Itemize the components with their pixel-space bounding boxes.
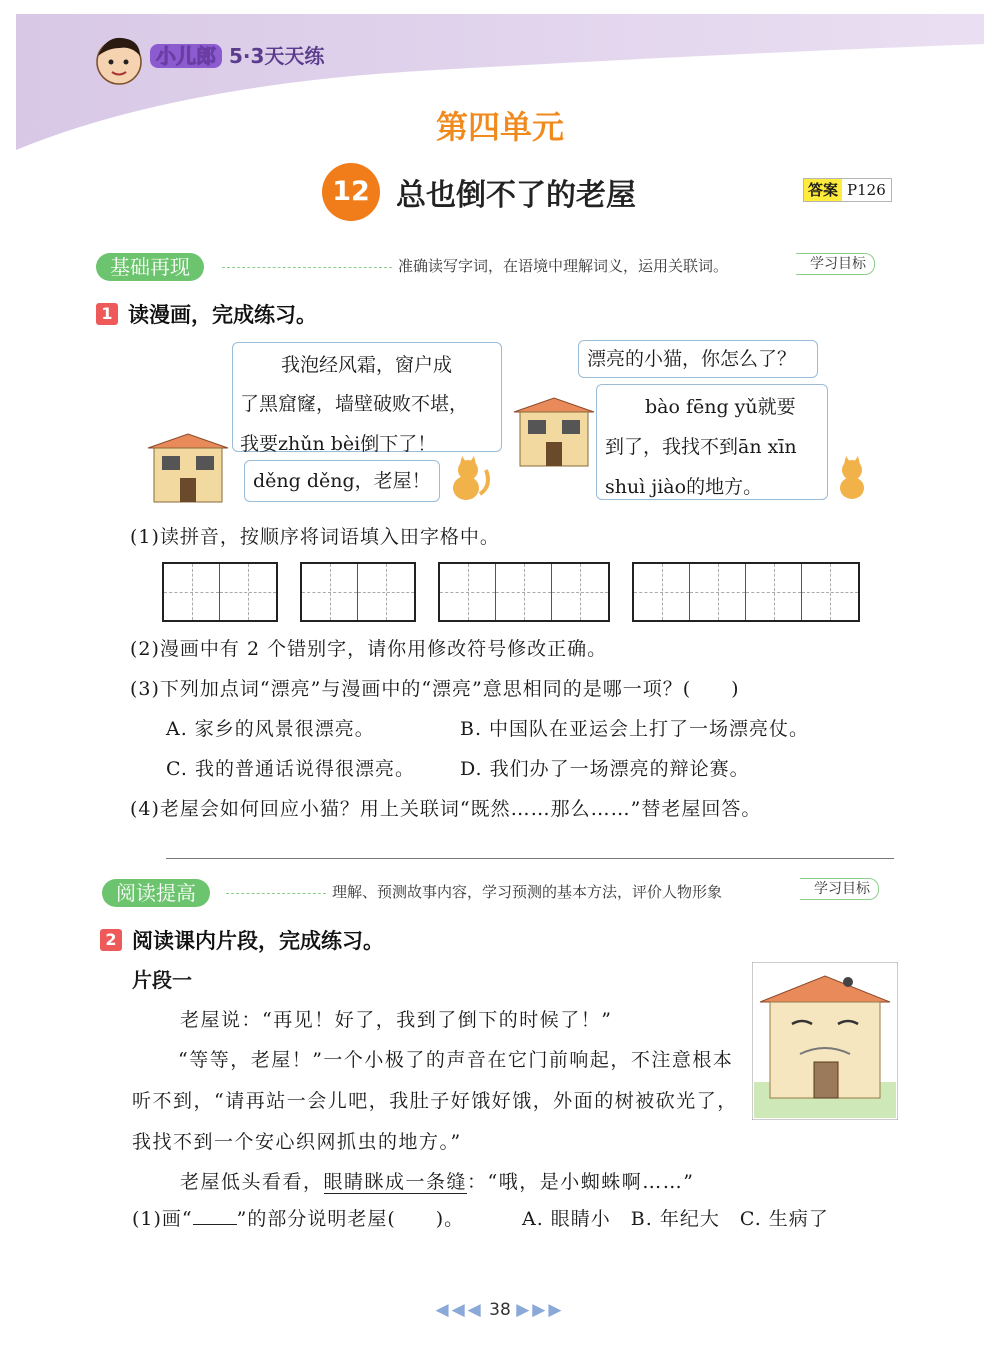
speech-bubble-cat-left: děng děng，老屋！: [244, 460, 440, 502]
learning-goal-tag-2: 学习目标: [800, 878, 879, 900]
writing-grid-2[interactable]: [300, 562, 416, 622]
q1-option-b: B. 中国队在亚运会上打了一场漂亮仗。: [460, 718, 810, 740]
writing-grid-1[interactable]: [162, 562, 278, 622]
old-house-illustration: [752, 962, 898, 1120]
writing-grid-4[interactable]: [632, 562, 860, 622]
passage-paragraph-3: 老屋低头看看，眼睛眯成一条缝：“哦，是小蜘蛛啊……”: [180, 1171, 695, 1193]
section-label-reading: 阅读提高: [102, 879, 210, 907]
page-number: ◀◀◀ 38 ▶▶▶: [435, 1300, 565, 1320]
q1-sub3: (3)下列加点词“漂亮”与漫画中的“漂亮”意思相同的是哪一项？( ): [130, 678, 740, 700]
cat-icon-right: [830, 456, 874, 500]
lesson-number-badge: 12: [322, 163, 380, 221]
q2-sub1: (1)画“ ”的部分说明老屋( )。: [132, 1208, 465, 1230]
speech-bubble-house-left: 我泡经风霜，窗户成: [232, 342, 502, 452]
q2-sub1-options: A. 眼睛小 B. 年纪大 C. 生病了: [522, 1208, 829, 1230]
answer-line: [166, 858, 894, 859]
q1-option-d: D. 我们办了一场漂亮的辩论赛。: [460, 758, 750, 780]
speech-bubble-house-left-text: 了黑窟窿，墙壁破败不堪， 我要zhǔn bèi倒下了！: [240, 393, 469, 455]
lesson-title: 总也倒不了的老屋: [396, 178, 636, 213]
learning-goal-tag: 学习目标: [796, 253, 875, 275]
q1-sub1: (1)读拼音，按顺序将词语填入田字格中。: [130, 526, 500, 548]
underlined-phrase: 眼睛眯成一条缝: [323, 1171, 468, 1193]
answer-blank[interactable]: [193, 1206, 237, 1225]
question-2-title: 2 阅读课内片段，完成练习。: [100, 925, 384, 955]
section-label-basic: 基础再现: [96, 253, 204, 281]
house-icon: [146, 432, 230, 504]
question-1-title: 1 读漫画，完成练习。: [96, 299, 317, 329]
section-description: 准确读写字词，在语境中理解词义，运用关联词。: [398, 257, 729, 275]
section-divider: [222, 267, 392, 268]
speech-bubble-cat-right: bào fēng yǔ就要 到了，我找不到ān xīn shuì jiào的地方。: [596, 384, 828, 500]
passage-paragraph-1: 老屋说：“再见！好了，我到了倒下的时候了！”: [180, 1009, 613, 1031]
segment-label: 片段一: [132, 968, 192, 992]
answer-reference: 答案 P126: [803, 178, 892, 202]
passage-paragraph-2: “等等，老屋！”一个小极了的声音在它门前响起，不注意根本听不到，“请再站一会儿吧，我肚子好饿好饿，外面的树被砍光了，我找不到一个安心织网抓虫的地方。”: [132, 1049, 738, 1153]
brand-logo: 小儿郎 5·3天天练: [150, 40, 324, 69]
mascot-icon: [92, 34, 146, 88]
section-description-2: 理解、预测故事内容，学习预测的基本方法，评价人物形象: [332, 883, 723, 901]
unit-title: 第四单元: [435, 108, 564, 146]
q1-sub2: (2)漫画中有 2 个错别字，请你用修改符号修改正确。: [130, 638, 608, 660]
q1-option-c: C. 我的普通话说得很漂亮。: [166, 758, 415, 780]
q1-option-a: A. 家乡的风景很漂亮。: [166, 718, 375, 740]
q1-sub4: (4)老屋会如何回应小猫？用上关联词“既然……那么……”替老屋回答。: [130, 798, 762, 820]
house-icon-right: [512, 396, 596, 468]
cat-icon: [446, 456, 496, 502]
speech-bubble-house-right: 漂亮的小猫，你怎么了？: [578, 340, 818, 378]
section-divider-2: [226, 893, 326, 894]
writing-grid-3[interactable]: [438, 562, 610, 622]
